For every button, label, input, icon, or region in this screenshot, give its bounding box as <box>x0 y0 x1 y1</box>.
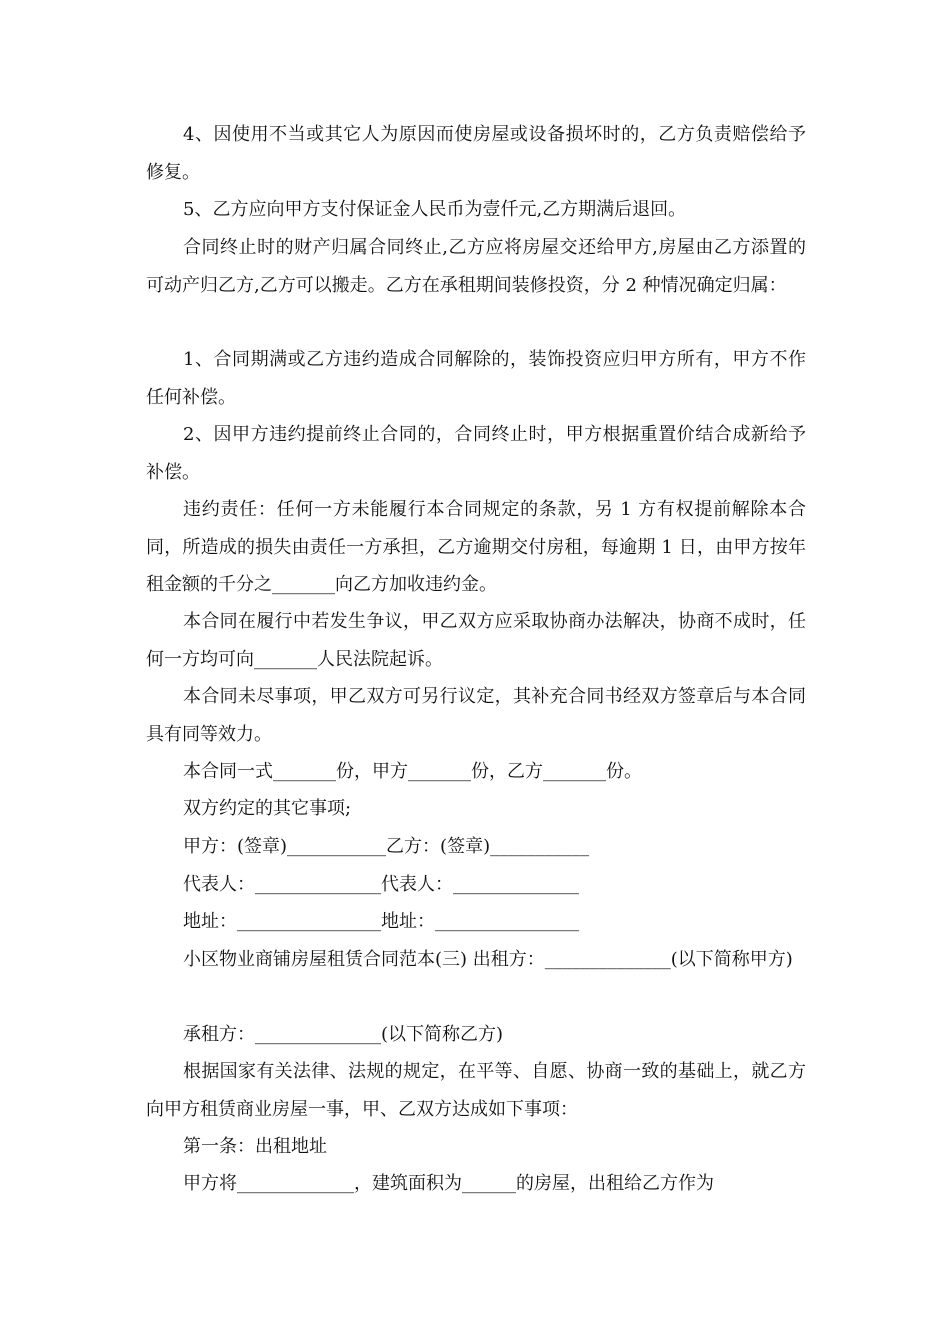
signature-line: 甲方：(签章)___________乙方：(签章)___________ <box>183 836 590 857</box>
representative-line: 代表人：______________代表人：______________ <box>183 874 579 895</box>
clause-breach-liability: 违约责任：任何一方未能履行本合同规定的条款，另 1 方有权提前解除本合同，所造成的损失由责任一方承担，乙方逾期交付房租，每逾期 1 日，由甲方按年租金额的千分之_______向乙方加收违约金。 <box>146 499 806 595</box>
clause-damage-repair: 4、因使用不当或其它人为原因而使房屋或设备损坏时的，乙方负责赔偿给予修复。 <box>146 124 806 183</box>
article-one-heading: 第一条：出租地址 <box>183 1136 327 1157</box>
contract-preamble: 根据国家有关法律、法规的规定，在平等、自愿、协商一致的基础上，就乙方向甲方租赁商业房屋一事，甲、乙双方达成如下事项： <box>146 1061 806 1120</box>
contract-title-lessor: 小区物业商铺房屋租赁合同范本(三) 出租方：______________(以下简称甲方) <box>183 949 793 970</box>
article-one-text: 甲方将_____________，建筑面积为______的房屋，出租给乙方作为 <box>183 1173 714 1194</box>
address-line: 地址：________________地址：________________ <box>183 911 579 932</box>
clause-supplementary: 本合同未尽事项，甲乙双方可另行议定，其补充合同书经双方签章后与本合同具有同等效力。 <box>146 686 806 745</box>
clause-case-one: 1、合同期满或乙方违约造成合同解除的，装饰投资应归甲方所有，甲方不作任何补偿。 <box>146 349 806 408</box>
clause-deposit: 5、乙方应向甲方支付保证金人民币为壹仟元,乙方期满后退回。 <box>183 199 687 220</box>
clause-other-matters: 双方约定的其它事项; <box>183 798 352 819</box>
clause-property-ownership: 合同终止时的财产归属合同终止,乙方应将房屋交还给甲方,房屋由乙方添置的可动产归乙方,乙方可以搬走。乙方在承租期间装修投资，分 2 种情况确定归属： <box>146 237 806 296</box>
clause-dispute-resolution: 本合同在履行中若发生争议，甲乙双方应采取协商办法解决，协商不成时，任何一方均可向_______人民法院起诉。 <box>146 611 806 670</box>
clause-case-two: 2、因甲方违约提前终止合同的，合同终止时，甲方根据重置价结合成新给予补偿。 <box>146 424 806 483</box>
clause-copies: 本合同一式_______份，甲方_______份，乙方_______份。 <box>183 761 642 782</box>
lessee-line: 承租方：______________(以下简称乙方) <box>183 1024 504 1045</box>
